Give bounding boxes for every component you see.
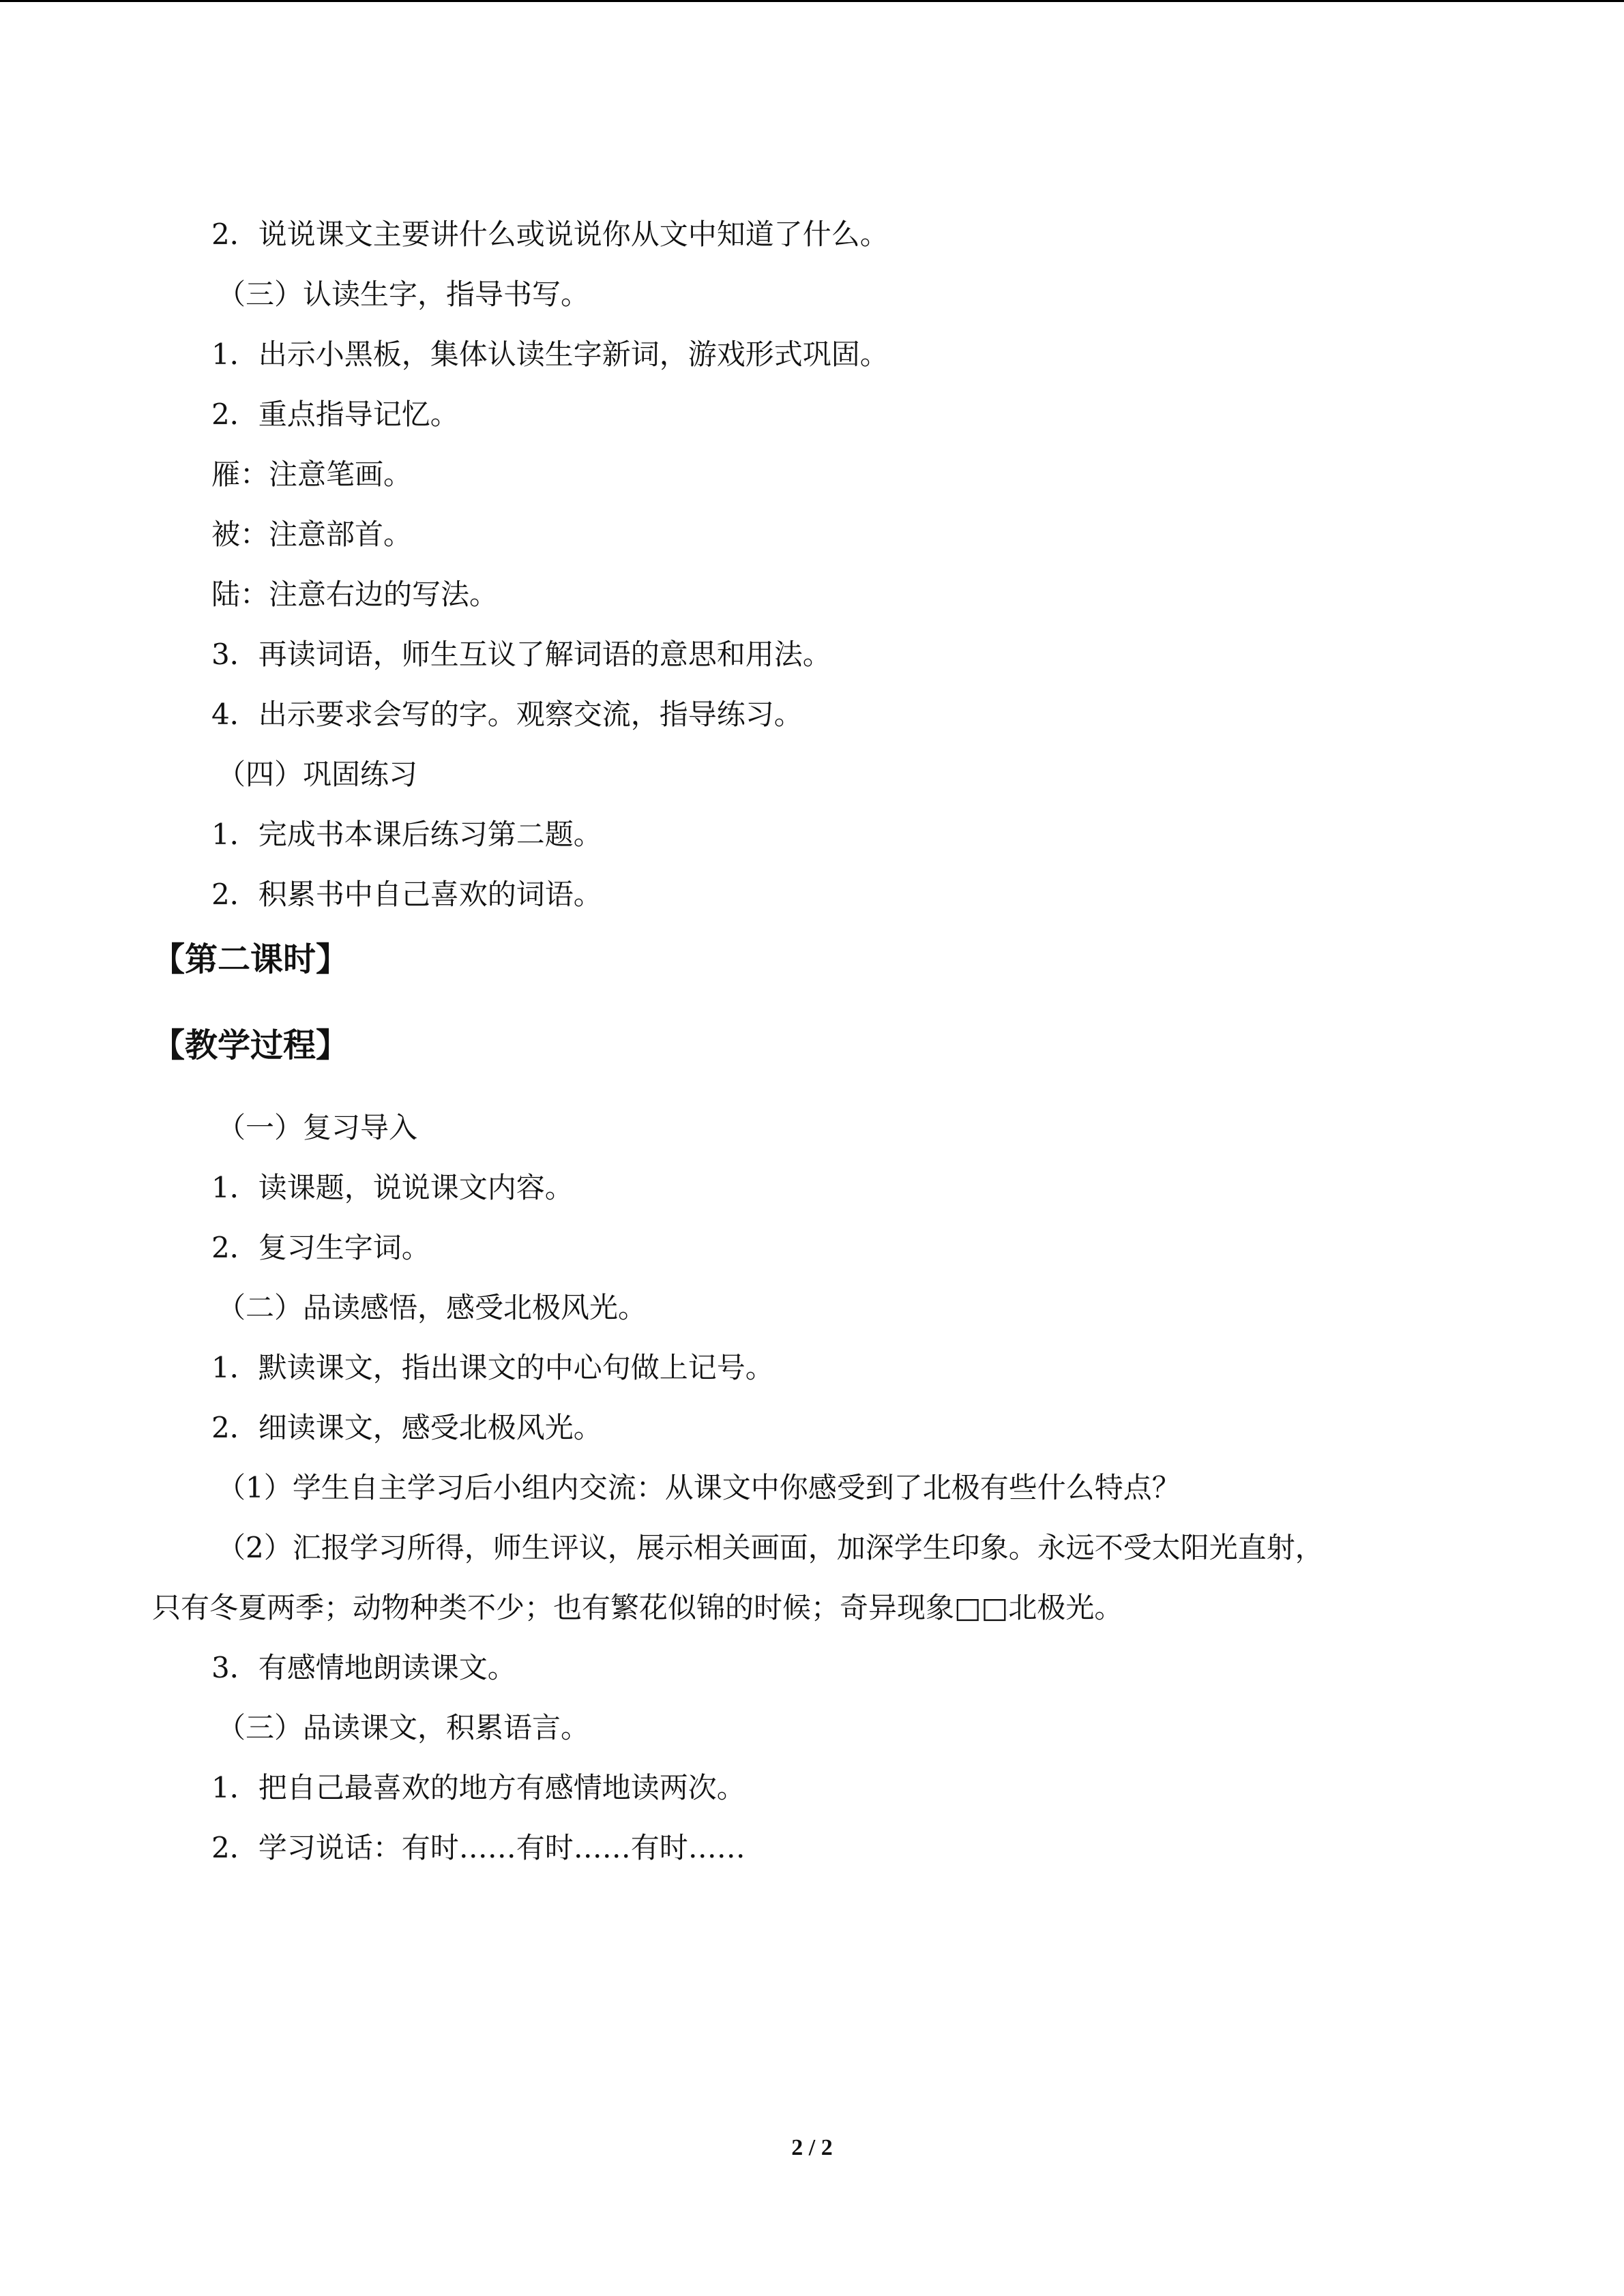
text-line: （1）学生自主学习后小组内交流：从课文中你感受到了北极有些什么特点？ bbox=[217, 1471, 1181, 1504]
text-line: 2．积累书中自己喜欢的词语。 bbox=[211, 878, 602, 911]
lesson-heading: 【第二课时】 bbox=[152, 940, 349, 979]
section-subheading: （三）品读课文，积累语言。 bbox=[217, 1711, 590, 1744]
text-line: （2）汇报学习所得，师生评议，展示相关画面，加深学生印象。永远不受太阳光直射， bbox=[217, 1531, 1324, 1564]
section-subheading: （四）巩固练习 bbox=[217, 758, 418, 791]
page-number: 2 / 2 bbox=[791, 2135, 833, 2160]
text-line: 2．学习说话：有时……有时……有时…… bbox=[211, 1831, 745, 1864]
text-line: 陆：注意右边的写法。 bbox=[211, 578, 499, 611]
text-line: 1．完成书本课后练习第二题。 bbox=[211, 818, 602, 851]
text-line: 3．再读词语，师生互议了解词语的意思和用法。 bbox=[211, 638, 831, 671]
text-line: 只有冬夏两季；动物种类不少；也有繁花似锦的时候；奇异现象□□北极光。 bbox=[152, 1591, 1123, 1624]
section-subheading: （三）认读生字，指导书写。 bbox=[217, 278, 590, 311]
section-subheading: （二）品读感悟，感受北极风光。 bbox=[217, 1291, 647, 1324]
text-line: 1．出示小黑板，集体认读生字新词，游戏形式巩固。 bbox=[211, 338, 889, 371]
text-line: 1．读课题，说说课文内容。 bbox=[211, 1171, 574, 1204]
text-line: 2．细读课文，感受北极风光。 bbox=[211, 1411, 602, 1444]
section-subheading: （一）复习导入 bbox=[217, 1111, 418, 1144]
text-line: 1．把自己最喜欢的地方有感情地读两次。 bbox=[211, 1771, 745, 1804]
text-line: 1．默读课文，指出课文的中心句做上记号。 bbox=[211, 1351, 774, 1384]
text-line: 2．重点指导记忆。 bbox=[211, 398, 459, 431]
process-heading: 【教学过程】 bbox=[152, 1026, 349, 1064]
text-line: 2．复习生字词。 bbox=[211, 1231, 430, 1264]
text-line: 3．有感情地朗读课文。 bbox=[211, 1651, 516, 1684]
text-line: 4．出示要求会写的字。观察交流，指导练习。 bbox=[211, 698, 803, 731]
text-line: 2．说说课文主要讲什么或说说你从文中知道了什么。 bbox=[211, 218, 889, 251]
text-line: 被：注意部首。 bbox=[211, 518, 413, 551]
text-line: 雁：注意笔画。 bbox=[211, 458, 413, 491]
